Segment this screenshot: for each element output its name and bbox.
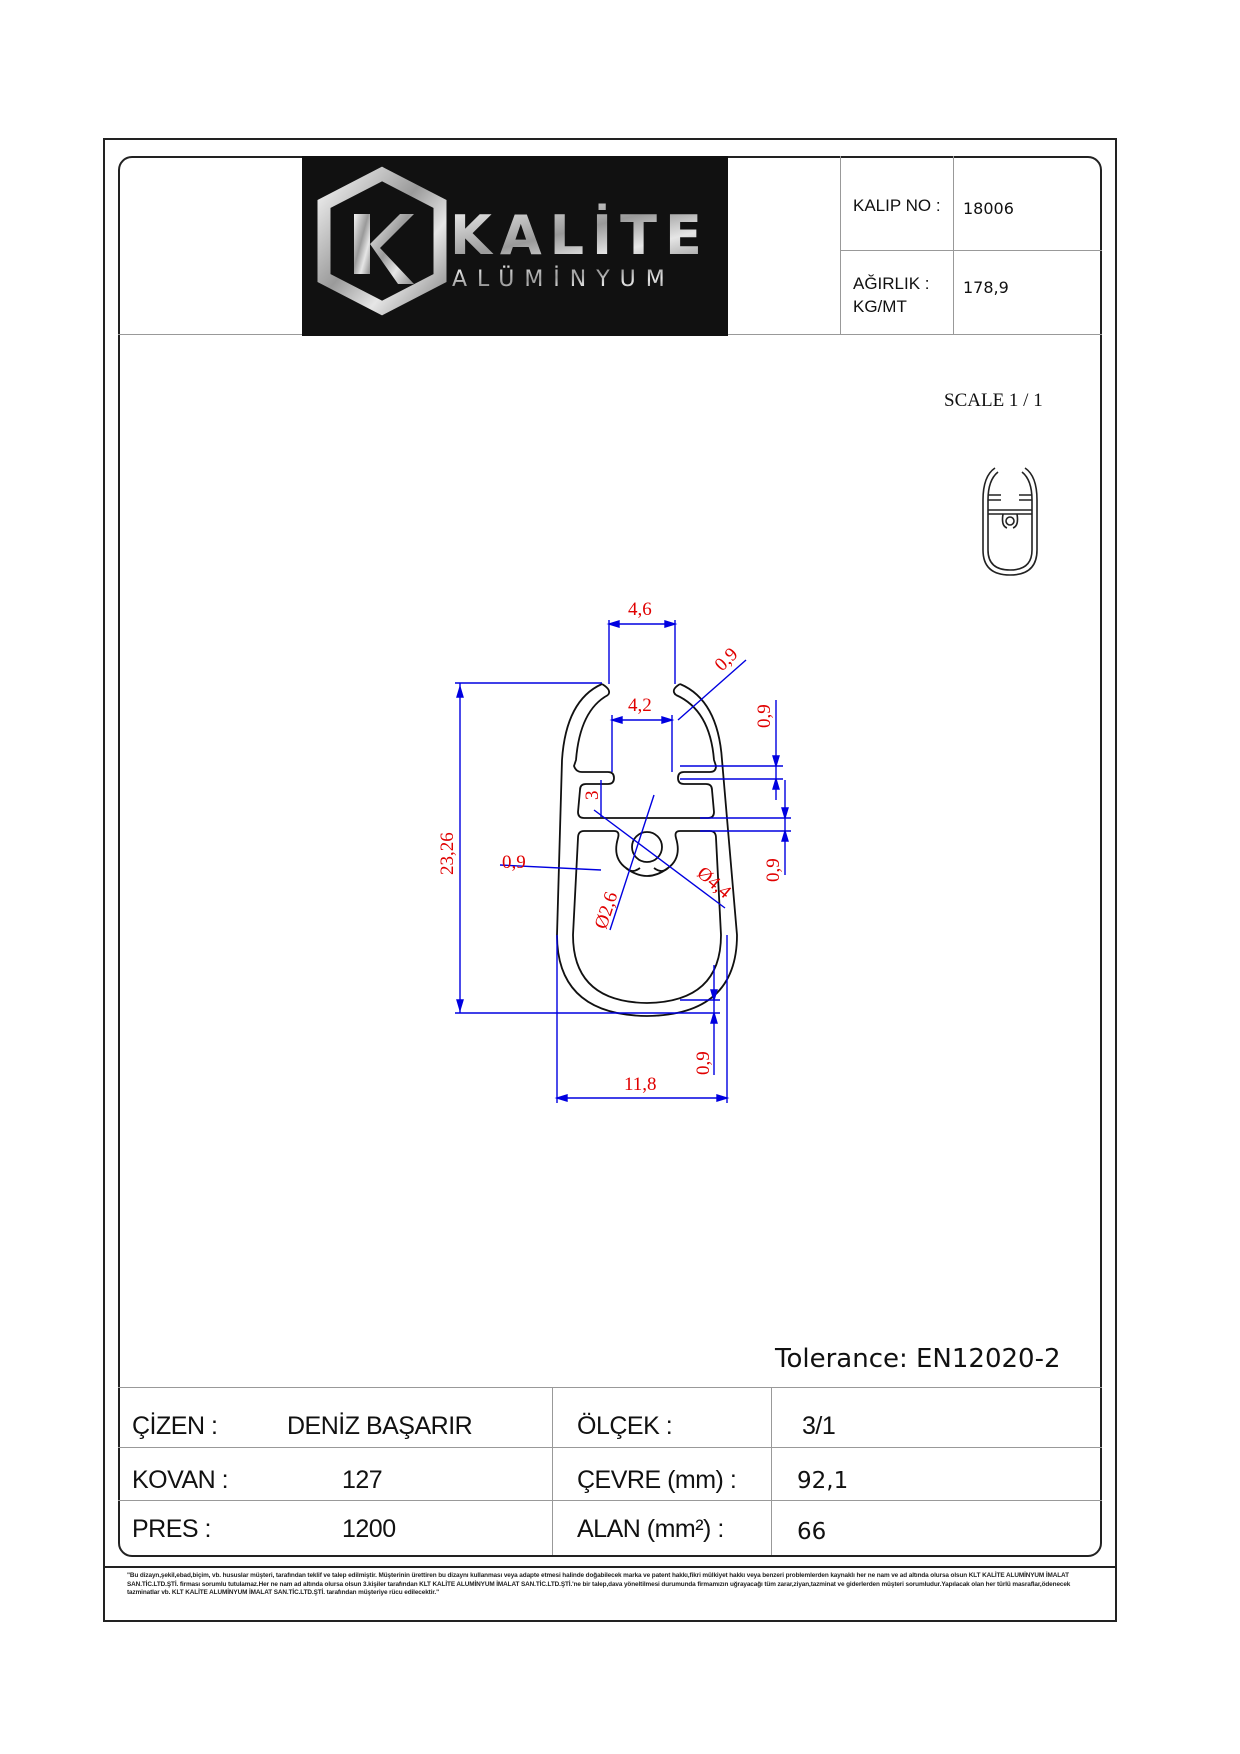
dim-slot-thickness: 0,9 xyxy=(754,704,775,728)
pres-label: PRES : xyxy=(132,1515,211,1543)
dimension-labels xyxy=(437,599,784,1095)
dim-overall-height: 23,26 xyxy=(437,832,458,875)
title-block-row-3 xyxy=(118,1500,1102,1501)
olcek-value: 3/1 xyxy=(802,1412,836,1440)
disclaimer-divider xyxy=(103,1566,1117,1568)
cizen-label: ÇİZEN : xyxy=(132,1412,218,1440)
svg-text:KALİTE: KALİTE xyxy=(450,204,710,267)
agirlik-value: 178,9 xyxy=(963,278,1009,297)
dim-overall-width: 11,8 xyxy=(624,1074,657,1095)
title-block-col-2 xyxy=(771,1387,772,1555)
dim-inner-opening: 4,2 xyxy=(628,695,652,716)
alan-label: ALAN (mm²) : xyxy=(577,1515,724,1543)
title-block-col-1 xyxy=(552,1387,553,1555)
alan-value: 66 xyxy=(797,1519,827,1545)
agirlik-label: AĞIRLIK : xyxy=(853,274,930,293)
pres-value: 1200 xyxy=(342,1515,396,1543)
dim-web-thickness: 0,9 xyxy=(763,858,784,882)
dim-bottom-thickness: 0,9 xyxy=(693,1051,714,1075)
olcek-label: ÖLÇEK : xyxy=(577,1412,673,1440)
dim-lip-thickness: 0,9 xyxy=(710,643,743,676)
dim-slot-height: 3 xyxy=(582,790,603,800)
legal-disclaimer: "Bu dizayn,şekil,ebad,biçim, vb. hususlar müşteri, tarafından teklif ve talep edilmiştir. Müşterinin ürettiren bu dizaynı kullanması veya adapte etmesi halinde doğabilecek marka ve patent hakkı,fikri mülkiyet hakkı veya benzeri problemlerden kaynaklı her ne nam ve ad altında olursa olsun KLT KALİTE ALUMİNYUM İMALAT SAN.TİC.LTD.ŞTİ. firması sorumlu tutulamaz.Her ne nam ad altında olursa olsun 3.kişiler tarafından KLT KALİTE ALUMİNYUM İMALAT SAN.TİC.LTD.ŞTİ.'ne bir talep,dava yöneltilmesi durumunda firmamızın uğrayacağı tüm zarar,ziyan,tazminat ve giderlerden müşteri sorumludur.Yapılacak olan her türlü masraflar,ödenecek tazminatlar vb. KLT KALİTE ALUMİNYUM İMALAT SAN.TİC.LTD.ŞTİ. tarafından müşteriye rücu edilecektir." xyxy=(127,1572,1071,1596)
title-block-top xyxy=(118,1387,1102,1388)
svg-text:ALÜMİNYUM: ALÜMİNYUM xyxy=(452,267,675,292)
scale-label: SCALE 1 / 1 xyxy=(944,390,1043,411)
cizen-value: DENİZ BAŞARIR xyxy=(287,1412,473,1440)
dim-top-opening: 4,6 xyxy=(628,599,652,620)
cevre-value: 92,1 xyxy=(797,1468,849,1494)
kovan-label: KOVAN : xyxy=(132,1466,229,1494)
kalip-no-value: 18006 xyxy=(963,199,1014,218)
kalip-no-label: KALIP NO : xyxy=(853,196,941,215)
dim-wall-thickness: 0,9 xyxy=(502,852,526,873)
dim-hole-outer: Ø4,4 xyxy=(692,862,735,903)
cevre-label: ÇEVRE (mm) : xyxy=(577,1466,737,1494)
agirlik-unit-label: KG/MT xyxy=(853,297,907,316)
dim-hole-inner: Ø2,6 xyxy=(590,889,623,932)
kovan-value: 127 xyxy=(342,1466,383,1494)
tolerance-standard: Tolerance: EN12020-2 xyxy=(775,1344,1061,1374)
title-block-row-2 xyxy=(118,1447,1102,1448)
